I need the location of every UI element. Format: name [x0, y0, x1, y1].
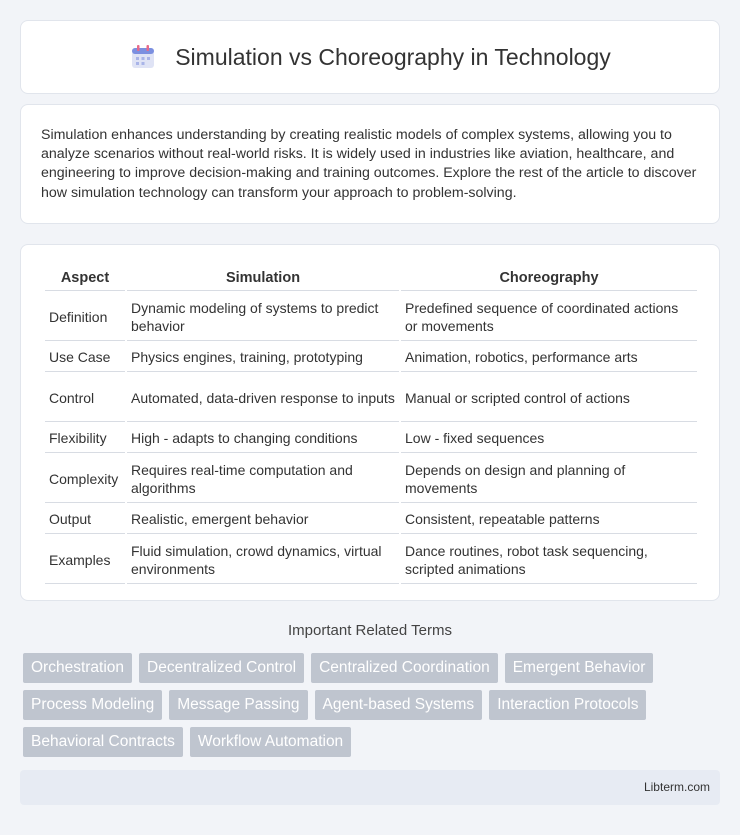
table-cell: Physics engines, training, prototyping [127, 343, 399, 372]
tag-message-passing[interactable]: Message Passing [169, 690, 307, 720]
table-row [45, 505, 697, 534]
tag-workflow-automation[interactable]: Workflow Automation [190, 727, 351, 757]
comparison-table [43, 263, 699, 586]
column-header-aspect: Aspect [45, 265, 125, 291]
table-cell: Low - fixed sequences [401, 424, 697, 453]
table-cell: Realistic, emergent behavior [127, 505, 399, 534]
table-cell: Requires real-time computation and algorithms [127, 455, 399, 503]
table-row [45, 293, 697, 341]
related-terms-list [23, 653, 723, 757]
table-cell: Automated, data-driven response to inputs [127, 374, 399, 422]
header-card [20, 20, 720, 94]
table-cell: Consistent, repeatable patterns [401, 505, 697, 534]
table-cell: Predefined sequence of coordinated actions or movements [401, 293, 697, 341]
page-title: Simulation vs Choreography in Technology [175, 43, 611, 70]
table-cell: Use Case [45, 343, 125, 372]
table-cell: Animation, robotics, performance arts [401, 343, 697, 372]
tag-orchestration[interactable]: Orchestration [23, 653, 132, 683]
table-cell: Output [45, 505, 125, 534]
column-header-simulation: Simulation [127, 265, 399, 291]
table-cell: Examples [45, 536, 125, 584]
table-row [45, 455, 697, 503]
table-cell: Complexity [45, 455, 125, 503]
table-row [45, 536, 697, 584]
table-row [45, 374, 697, 422]
table-cell: Dance routines, robot task sequencing, scripted animations [401, 536, 697, 584]
tag-agent-based-systems[interactable]: Agent-based Systems [315, 690, 483, 720]
table-cell: Definition [45, 293, 125, 341]
table-cell: Depends on design and planning of movements [401, 455, 697, 503]
table-row [45, 424, 697, 453]
calendar-icon [129, 43, 157, 71]
table-cell: High - adapts to changing conditions [127, 424, 399, 453]
table-cell: Manual or scripted control of actions [401, 374, 697, 422]
tag-decentralized-control[interactable]: Decentralized Control [139, 653, 304, 683]
intro-text: Simulation enhances understanding by creating realistic models of complex systems, allowing you to analyze scenarios without real-world risks. It is widely used in industries like aviation, healthcare, and engineering to improve decision-making and training outcomes. Explore the rest of the article to discover how simulation technology can transform your approach to problem-solving. [41, 127, 697, 201]
footer-site-link[interactable]: Libterm.com [643, 780, 710, 794]
tag-interaction-protocols[interactable]: Interaction Protocols [489, 690, 646, 720]
tag-behavioral-contracts[interactable]: Behavioral Contracts [23, 727, 183, 757]
table-cell: Dynamic modeling of systems to predict behavior [127, 293, 399, 341]
column-header-choreography: Choreography [401, 265, 697, 291]
tag-centralized-coordination[interactable]: Centralized Coordination [311, 653, 498, 683]
tag-process-modeling[interactable]: Process Modeling [23, 690, 162, 720]
related-terms-title: Important Related Terms [288, 622, 452, 639]
footer [20, 770, 720, 805]
table-cell: Flexibility [45, 424, 125, 453]
comparison-table-card [20, 244, 720, 601]
intro-card [20, 104, 720, 224]
table-cell: Control [45, 374, 125, 422]
tag-emergent-behavior[interactable]: Emergent Behavior [505, 653, 654, 683]
table-row [45, 343, 697, 372]
table-cell: Fluid simulation, crowd dynamics, virtual environments [127, 536, 399, 584]
